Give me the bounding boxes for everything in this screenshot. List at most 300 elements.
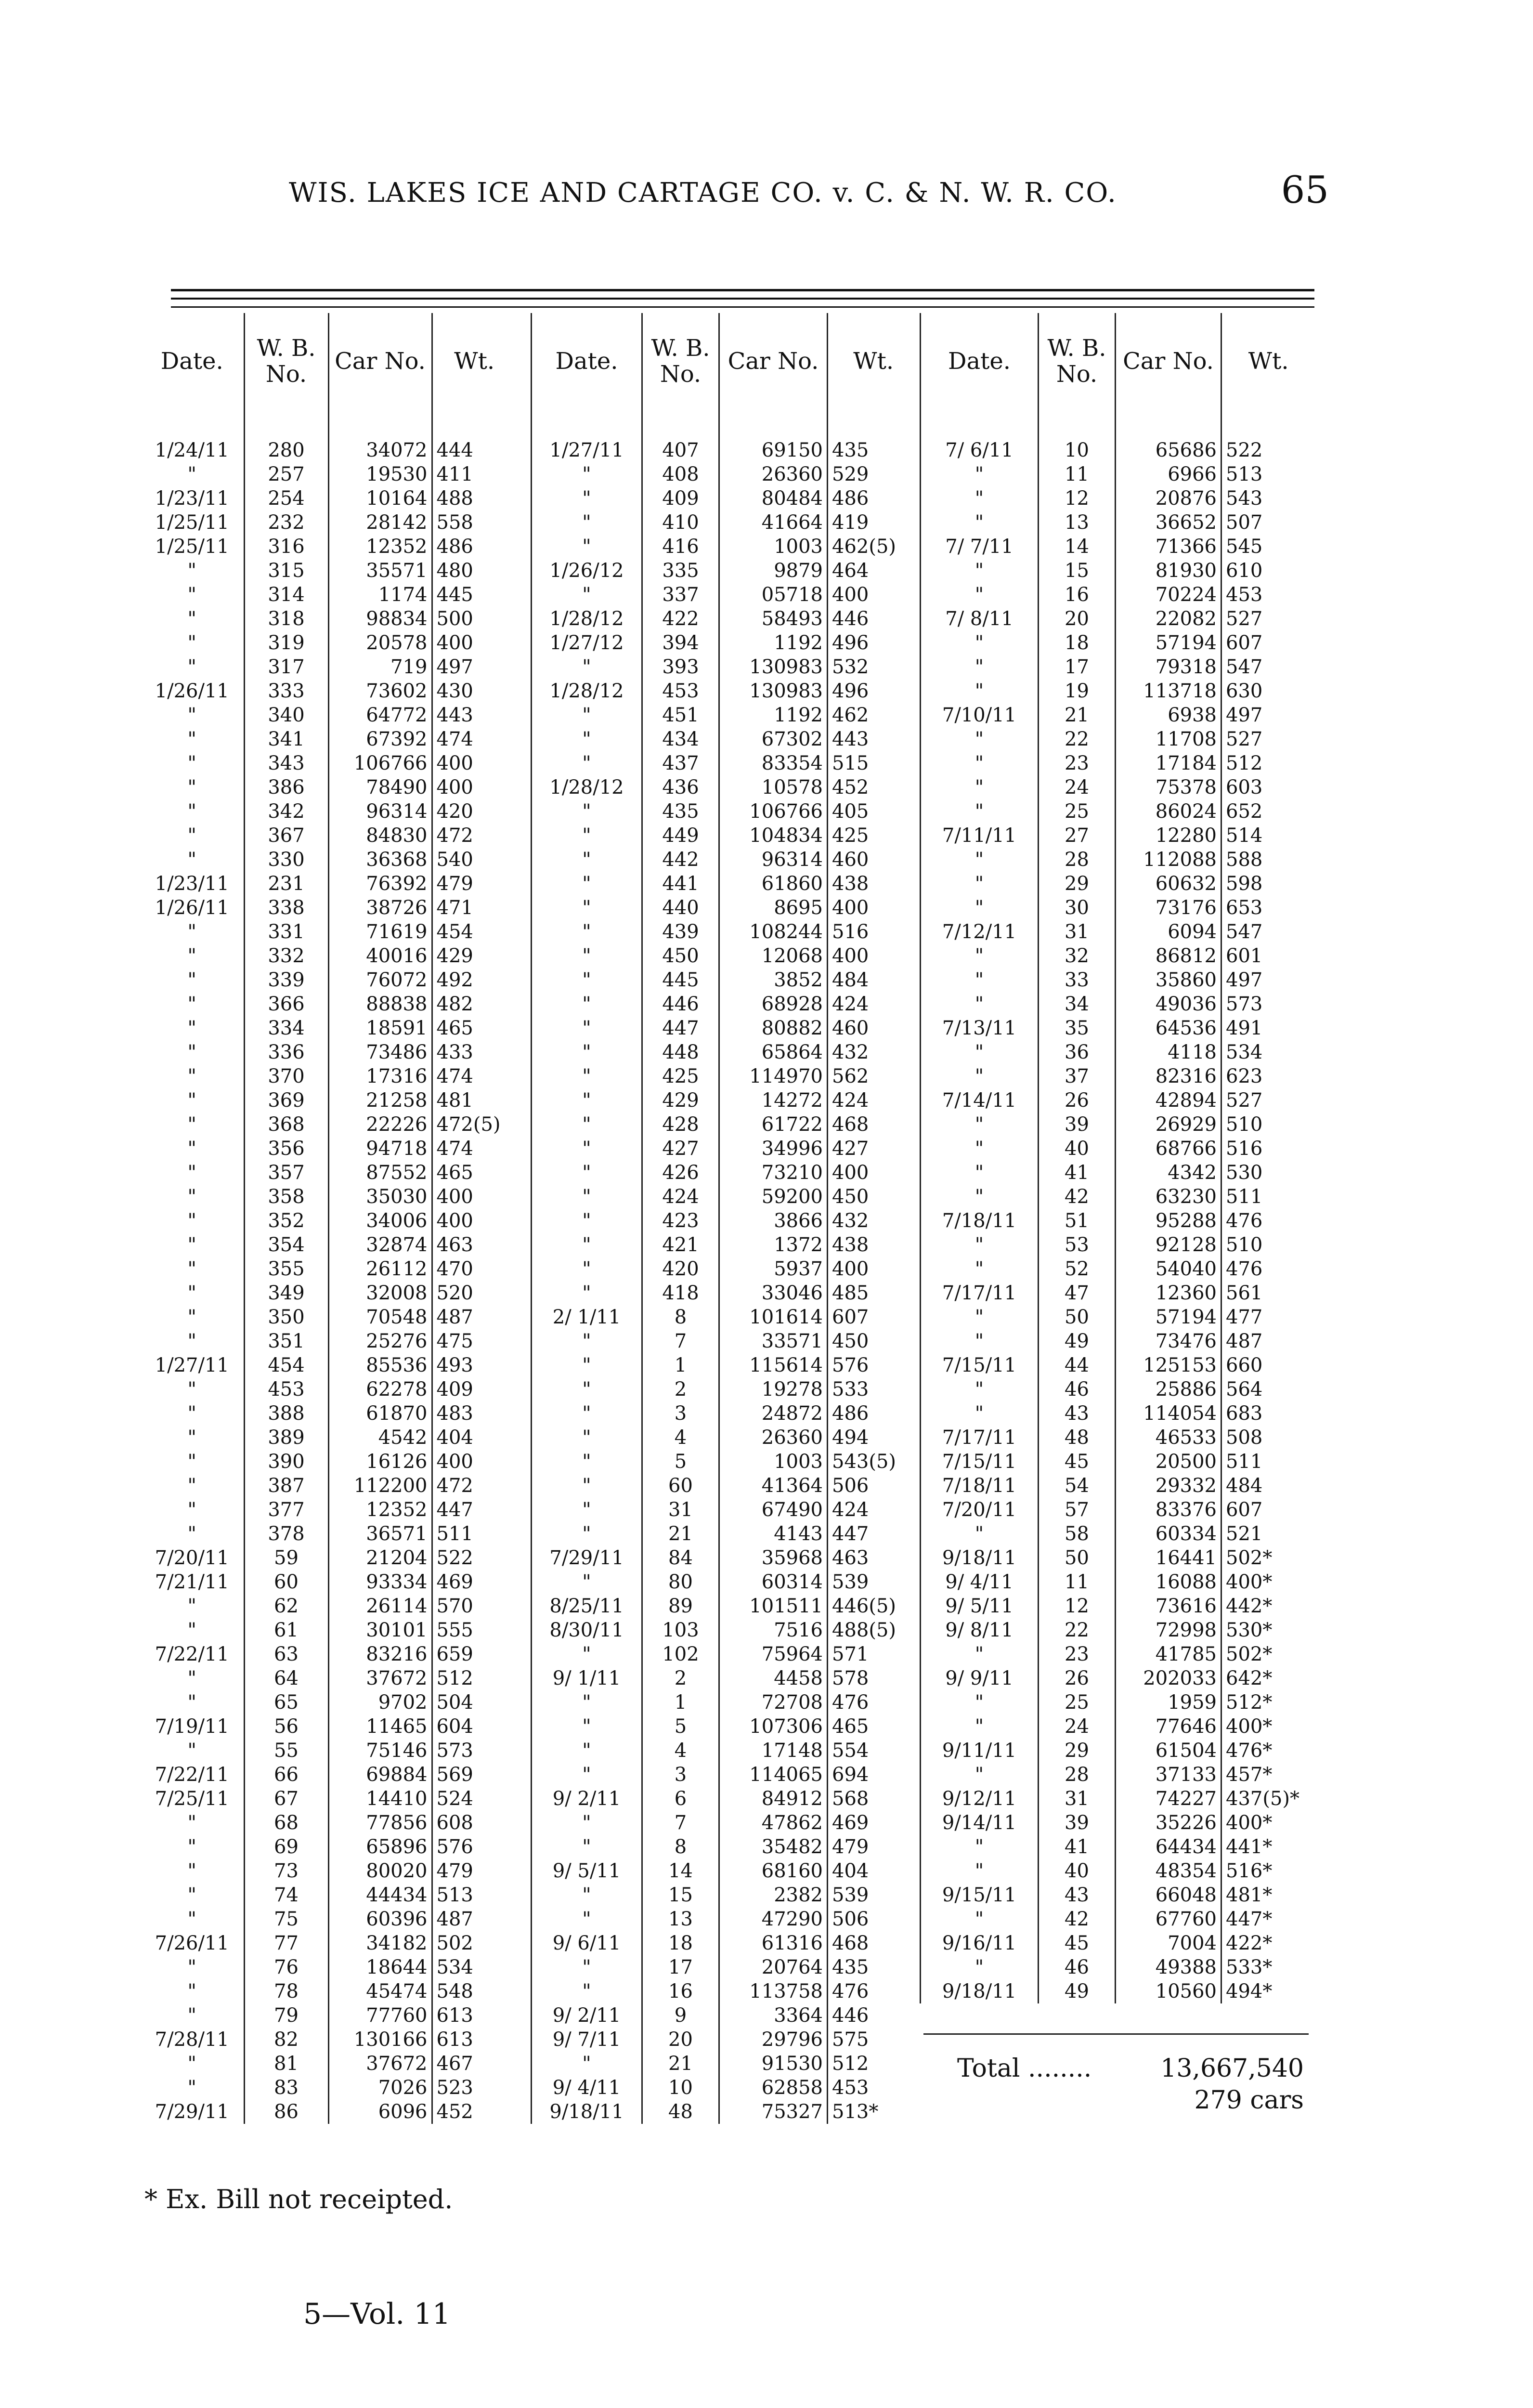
cell-wb-no: 453 <box>244 1377 328 1401</box>
cell-weight: 450 <box>828 1329 919 1353</box>
cell-wb-no: 318 <box>244 607 328 631</box>
cell-weight: 400 <box>432 775 516 799</box>
cell-weight: 444 <box>432 438 516 462</box>
col-header-wb: W. B. No. <box>244 313 328 409</box>
cell-car-no: 7516 <box>719 1618 828 1642</box>
cell-weight: 472 <box>432 824 516 848</box>
cell-car-no: 12352 <box>328 535 432 559</box>
cell-weight: 511 <box>1221 1185 1315 1209</box>
cell-date: " <box>921 679 1039 703</box>
cell-weight: 601 <box>1221 944 1315 968</box>
cell-car-no: 68928 <box>719 992 828 1016</box>
cell-date: " <box>187 728 196 750</box>
cell-weight: 484 <box>1221 1474 1315 1498</box>
cell-weight: 516 <box>1221 1137 1315 1161</box>
table-row <box>532 486 919 510</box>
cell-date: " <box>532 1522 642 1546</box>
cell-date: 7/13/11 <box>921 1016 1039 1040</box>
cell-car-no: 73476 <box>1116 1329 1221 1353</box>
cell-wb-no: 367 <box>244 824 328 848</box>
cell-wb-no: 422 <box>642 607 719 631</box>
cell-car-no: 63230 <box>1116 1185 1221 1209</box>
cell-date: " <box>187 656 196 678</box>
table-row <box>532 1329 919 1353</box>
table-row <box>921 1426 1315 1450</box>
cell-car-no: 44434 <box>328 1883 432 1907</box>
table-row <box>532 1064 919 1088</box>
table-row <box>921 1714 1315 1739</box>
table-row <box>532 559 919 583</box>
table-row <box>532 1690 919 1714</box>
cell-weight: 491 <box>1221 1016 1315 1040</box>
cell-wb-no: 58 <box>1039 1522 1116 1546</box>
table-row <box>921 1666 1315 1690</box>
cell-car-no: 57194 <box>1116 1305 1221 1329</box>
cell-date: 7/12/11 <box>921 920 1039 944</box>
cell-date: " <box>532 824 642 848</box>
table-row <box>532 1763 919 1787</box>
cell-car-no: 75964 <box>719 1642 828 1666</box>
cell-weight: 564 <box>1221 1377 1315 1401</box>
table-row <box>141 703 516 727</box>
table-row <box>921 535 1315 559</box>
cell-weight: 540 <box>432 848 516 872</box>
cell-car-no: 35968 <box>719 1546 828 1570</box>
cell-car-no: 5937 <box>719 1257 828 1281</box>
cell-wb-no: 336 <box>244 1040 328 1064</box>
cell-weight: 543 <box>1221 486 1315 510</box>
cell-weight: 460 <box>828 1016 919 1040</box>
cell-date: 1/26/11 <box>155 897 229 919</box>
cell-wb-no: 334 <box>244 1016 328 1040</box>
cell-date: 8/30/11 <box>532 1618 642 1642</box>
cell-car-no: 7026 <box>328 2076 432 2100</box>
cell-wb-no: 55 <box>244 1739 328 1763</box>
cell-car-no: 36368 <box>328 848 432 872</box>
cell-date: " <box>187 704 196 726</box>
cell-weight: 411 <box>432 462 516 486</box>
cell-date: " <box>532 1040 642 1064</box>
cell-wb-no: 43 <box>1039 1883 1116 1907</box>
cell-date: " <box>532 1907 642 1931</box>
col-header-car: Car No. <box>1116 313 1221 409</box>
cell-car-no: 80484 <box>719 486 828 510</box>
cell-wb-no: 257 <box>244 462 328 486</box>
cell-weight: 578 <box>828 1666 919 1690</box>
cell-wb-no: 11 <box>1039 462 1116 486</box>
cell-wb-no: 420 <box>642 1257 719 1281</box>
cell-weight: 502 <box>432 1931 516 1955</box>
table-row <box>141 799 516 824</box>
cell-car-no: 82316 <box>1116 1064 1221 1088</box>
total-label: Total ........ <box>957 2054 1092 2083</box>
table-row <box>921 1329 1315 1353</box>
cell-wb-no: 349 <box>244 1281 328 1305</box>
cell-car-no: 4342 <box>1116 1161 1221 1185</box>
cell-car-no: 61860 <box>719 872 828 896</box>
cell-date: 9/15/11 <box>921 1883 1039 1907</box>
cell-car-no: 75146 <box>328 1739 432 1763</box>
cell-weight: 479 <box>432 872 516 896</box>
cell-car-no: 20764 <box>719 1955 828 1979</box>
cell-date: 1/27/11 <box>155 1354 229 1376</box>
table-row <box>532 1859 919 1883</box>
cell-date: " <box>532 968 642 992</box>
table-row <box>921 1618 1315 1642</box>
cell-wb-no: 352 <box>244 1209 328 1233</box>
col-header-car: Car No. <box>328 313 432 409</box>
cell-wb-no: 7 <box>642 1329 719 1353</box>
table-row <box>532 2076 919 2100</box>
cell-date: 9/12/11 <box>921 1787 1039 1811</box>
cell-wb-no: 447 <box>642 1016 719 1040</box>
cell-weight: 485 <box>828 1281 919 1305</box>
cell-date: " <box>532 655 642 679</box>
cell-wb-no: 83 <box>244 2076 328 2100</box>
table-row <box>141 486 516 510</box>
cell-weight: 588 <box>1221 848 1315 872</box>
cell-car-no: 37672 <box>328 2052 432 2076</box>
cell-wb-no: 377 <box>244 1498 328 1522</box>
cell-weight: 496 <box>828 631 919 655</box>
table-row <box>141 992 516 1016</box>
cell-weight: 610 <box>1221 559 1315 583</box>
table-row <box>141 462 516 486</box>
cell-weight: 516 <box>828 920 919 944</box>
cell-date: 7/22/11 <box>155 1764 229 1786</box>
table-row <box>141 1690 516 1714</box>
cell-date: " <box>187 1210 196 1232</box>
cell-wb-no: 426 <box>642 1161 719 1185</box>
cell-car-no: 86812 <box>1116 944 1221 968</box>
cell-weight: 482 <box>432 992 516 1016</box>
top-rule <box>171 306 1314 308</box>
cell-weight: 400 <box>828 1257 919 1281</box>
table-row <box>921 1401 1315 1426</box>
cell-wb-no: 10 <box>642 2076 719 2100</box>
table-row <box>921 703 1315 727</box>
cell-weight: 613 <box>432 2028 516 2052</box>
cell-weight: 488(5) <box>828 1618 919 1642</box>
cell-wb-no: 441 <box>642 872 719 896</box>
table-row <box>532 1907 919 1931</box>
cell-wb-no: 43 <box>1039 1401 1116 1426</box>
cell-car-no: 107306 <box>719 1714 828 1739</box>
cell-date: " <box>532 1281 642 1305</box>
cell-wb-no: 67 <box>244 1787 328 1811</box>
table-row <box>921 1257 1315 1281</box>
table-row <box>921 1161 1315 1185</box>
table-row <box>532 1594 919 1618</box>
cell-date: " <box>532 583 642 607</box>
table-row <box>141 1763 516 1787</box>
cell-car-no: 94718 <box>328 1137 432 1161</box>
cell-date: 1/24/11 <box>155 439 229 461</box>
cell-wb-no: 26 <box>1039 1666 1116 1690</box>
cell-wb-no: 8 <box>642 1835 719 1859</box>
cell-weight: 465 <box>432 1016 516 1040</box>
table-row <box>141 1257 516 1281</box>
cell-weight: 512 <box>432 1666 516 1690</box>
cell-wb-no: 1 <box>642 1353 719 1377</box>
table-row <box>921 992 1315 1016</box>
cell-car-no: 49388 <box>1116 1955 1221 1979</box>
cell-weight: 522 <box>432 1546 516 1570</box>
table-row <box>141 1522 516 1546</box>
table-row <box>921 679 1315 703</box>
cell-date: 9/18/11 <box>921 1546 1039 1570</box>
cell-date: " <box>532 751 642 775</box>
cell-date: " <box>532 799 642 824</box>
cell-date: 9/ 5/11 <box>921 1594 1039 1618</box>
cell-weight: 467 <box>432 2052 516 2076</box>
cell-car-no: 73210 <box>719 1161 828 1185</box>
cell-weight: 424 <box>828 1088 919 1112</box>
cell-wb-no: 15 <box>642 1883 719 1907</box>
cell-date: " <box>187 1595 196 1617</box>
cell-wb-no: 39 <box>1039 1811 1116 1835</box>
cell-wb-no: 16 <box>1039 583 1116 607</box>
cell-wb-no: 342 <box>244 799 328 824</box>
table-row <box>921 1835 1315 1859</box>
table-row <box>141 438 516 462</box>
cell-date: 7/17/11 <box>921 1281 1039 1305</box>
cell-wb-no: 65 <box>244 1690 328 1714</box>
cell-date: 1/27/11 <box>532 438 642 462</box>
cell-wb-no: 319 <box>244 631 328 655</box>
cell-weight: 694 <box>828 1763 919 1787</box>
cell-date: " <box>532 1835 642 1859</box>
cell-car-no: 6938 <box>1116 703 1221 727</box>
cell-date: 9/18/11 <box>532 2100 642 2124</box>
cell-date: 1/25/11 <box>155 536 229 558</box>
table-block-3 <box>920 313 1315 2186</box>
cell-wb-no: 434 <box>642 727 719 751</box>
cell-date: " <box>532 848 642 872</box>
cell-weight: 607 <box>1221 1498 1315 1522</box>
cell-date: 7/26/11 <box>155 1932 229 1954</box>
cell-date: 8/25/11 <box>532 1594 642 1618</box>
cell-car-no: 37133 <box>1116 1763 1221 1787</box>
cell-car-no: 73486 <box>328 1040 432 1064</box>
cell-date: " <box>921 799 1039 824</box>
cell-date: " <box>921 775 1039 799</box>
cell-wb-no: 355 <box>244 1257 328 1281</box>
cell-date: " <box>187 1523 196 1545</box>
cell-car-no: 71366 <box>1116 535 1221 559</box>
cell-date: " <box>187 2077 196 2099</box>
cell-wb-no: 42 <box>1039 1907 1116 1931</box>
cell-weight: 486 <box>828 486 919 510</box>
table-row <box>532 1474 919 1498</box>
cell-wb-no: 6 <box>642 1787 719 1811</box>
cell-car-no: 95288 <box>1116 1209 1221 1233</box>
cell-wb-no: 78 <box>244 1979 328 2003</box>
cell-date: " <box>532 1883 642 1907</box>
cell-car-no: 80882 <box>719 1016 828 1040</box>
cell-date: " <box>187 849 196 871</box>
cell-car-no: 75378 <box>1116 775 1221 799</box>
cell-date: " <box>532 1161 642 1185</box>
cell-car-no: 36571 <box>328 1522 432 1546</box>
table-row <box>532 1233 919 1257</box>
cell-car-no: 79318 <box>1116 655 1221 679</box>
cell-wb-no: 2 <box>642 1666 719 1690</box>
cell-car-no: 80020 <box>328 1859 432 1883</box>
cell-weight: 400 <box>828 1161 919 1185</box>
cell-wb-no: 8 <box>642 1305 719 1329</box>
cell-wb-no: 453 <box>642 679 719 703</box>
cell-car-no: 10578 <box>719 775 828 799</box>
cell-date: " <box>187 560 196 582</box>
cell-date: " <box>187 1113 196 1136</box>
cell-wb-no: 4 <box>642 1739 719 1763</box>
table-row <box>141 968 516 992</box>
cell-weight: 515 <box>828 751 919 775</box>
cell-date: 7/21/11 <box>155 1571 229 1593</box>
cell-date: " <box>532 1088 642 1112</box>
cell-wb-no: 338 <box>244 896 328 920</box>
cell-date: " <box>532 1329 642 1353</box>
cell-date: " <box>532 1233 642 1257</box>
table-row <box>921 1907 1315 1931</box>
table-row <box>141 824 516 848</box>
cell-wb-no: 387 <box>244 1474 328 1498</box>
cell-car-no: 6966 <box>1116 462 1221 486</box>
cell-date: " <box>187 1908 196 1930</box>
cell-weight: 454 <box>432 920 516 944</box>
table-row <box>921 559 1315 583</box>
cell-wb-no: 66 <box>244 1763 328 1787</box>
shipment-table-2 <box>531 313 919 2124</box>
cell-car-no: 67302 <box>719 727 828 751</box>
cell-weight: 510 <box>1221 1233 1315 1257</box>
cell-wb-no: 315 <box>244 559 328 583</box>
table-row <box>532 703 919 727</box>
cell-car-no: 113758 <box>719 1979 828 2003</box>
table-row <box>532 1739 919 1763</box>
cell-weight: 479 <box>828 1835 919 1859</box>
cell-wb-no: 75 <box>244 1907 328 1931</box>
table-row <box>141 1329 516 1353</box>
cell-car-no: 19278 <box>719 1377 828 1401</box>
cell-date: " <box>187 1065 196 1087</box>
cell-car-no: 3852 <box>719 968 828 992</box>
table-row <box>921 1979 1315 2003</box>
cell-wb-no: 51 <box>1039 1209 1116 1233</box>
table-row <box>141 1787 516 1811</box>
cell-date: " <box>921 1401 1039 1426</box>
cell-date: " <box>187 1017 196 1039</box>
table-row <box>921 1859 1315 1883</box>
table-row <box>921 1112 1315 1137</box>
cell-weight: 463 <box>432 1233 516 1257</box>
cell-date: 9/ 5/11 <box>532 1859 642 1883</box>
cell-car-no: 3866 <box>719 1209 828 1233</box>
cell-car-no: 61504 <box>1116 1739 1221 1763</box>
table-row <box>532 1714 919 1739</box>
cell-date: 7/18/11 <box>921 1209 1039 1233</box>
cell-car-no: 61722 <box>719 1112 828 1137</box>
footnote: * Ex. Bill not receipted. <box>144 2184 453 2214</box>
cell-weight: 510 <box>1221 1112 1315 1137</box>
table-row <box>921 1739 1315 1763</box>
cell-date: 9/18/11 <box>921 1979 1039 2003</box>
cell-wb-no: 370 <box>244 1064 328 1088</box>
table-row <box>532 1883 919 1907</box>
cell-date: " <box>187 1667 196 1689</box>
cell-weight: 511 <box>1221 1450 1315 1474</box>
cell-weight: 400* <box>1221 1570 1315 1594</box>
cell-wb-no: 26 <box>1039 1088 1116 1112</box>
cell-wb-no: 89 <box>642 1594 719 1618</box>
cell-date: " <box>532 486 642 510</box>
cell-wb-no: 416 <box>642 535 719 559</box>
cell-car-no: 48354 <box>1116 1859 1221 1883</box>
cell-weight: 530 <box>1221 1161 1315 1185</box>
table-row <box>141 751 516 775</box>
cell-wb-no: 50 <box>1039 1305 1116 1329</box>
cell-weight: 465 <box>432 1161 516 1185</box>
cell-wb-no: 386 <box>244 775 328 799</box>
table-row <box>921 583 1315 607</box>
cell-wb-no: 103 <box>642 1618 719 1642</box>
cell-car-no: 70548 <box>328 1305 432 1329</box>
cell-car-no: 11465 <box>328 1714 432 1739</box>
cell-date: " <box>187 1138 196 1160</box>
table-row <box>921 1281 1315 1305</box>
cell-date: 7/ 7/11 <box>921 535 1039 559</box>
cell-car-no: 20500 <box>1116 1450 1221 1474</box>
cell-weight: 400 <box>828 896 919 920</box>
cell-date: " <box>921 1955 1039 1979</box>
cell-car-no: 49036 <box>1116 992 1221 1016</box>
table-row <box>141 1040 516 1064</box>
table-row <box>921 1209 1315 1233</box>
cell-date: 1/28/12 <box>532 607 642 631</box>
table-row <box>141 1811 516 1835</box>
cell-car-no: 62278 <box>328 1377 432 1401</box>
cell-weight: 472 <box>432 1474 516 1498</box>
top-rule <box>171 289 1314 291</box>
total-line <box>923 2054 1318 2086</box>
table-row <box>921 1690 1315 1714</box>
cell-weight: 474 <box>432 727 516 751</box>
cell-car-no: 125153 <box>1116 1353 1221 1377</box>
cell-weight: 425 <box>828 824 919 848</box>
table-row <box>141 2100 516 2124</box>
cell-wb-no: 80 <box>642 1570 719 1594</box>
cell-wb-no: 232 <box>244 510 328 535</box>
table-body <box>532 438 919 2124</box>
cell-wb-no: 22 <box>1039 1618 1116 1642</box>
cell-car-no: 67760 <box>1116 1907 1221 1931</box>
cell-weight: 642* <box>1221 1666 1315 1690</box>
cell-wb-no: 79 <box>244 2003 328 2028</box>
cell-car-no: 1003 <box>719 1450 828 1474</box>
cell-wb-no: 335 <box>642 559 719 583</box>
cell-wb-no: 418 <box>642 1281 719 1305</box>
cell-date: " <box>532 462 642 486</box>
table-row <box>921 824 1315 848</box>
cell-date: " <box>921 1257 1039 1281</box>
cell-weight: 427 <box>828 1137 919 1161</box>
cell-wb-no: 42 <box>1039 1185 1116 1209</box>
cell-weight: 452 <box>432 2100 516 2124</box>
cell-car-no: 114054 <box>1116 1401 1221 1426</box>
table-row <box>921 462 1315 486</box>
table-row <box>921 751 1315 775</box>
